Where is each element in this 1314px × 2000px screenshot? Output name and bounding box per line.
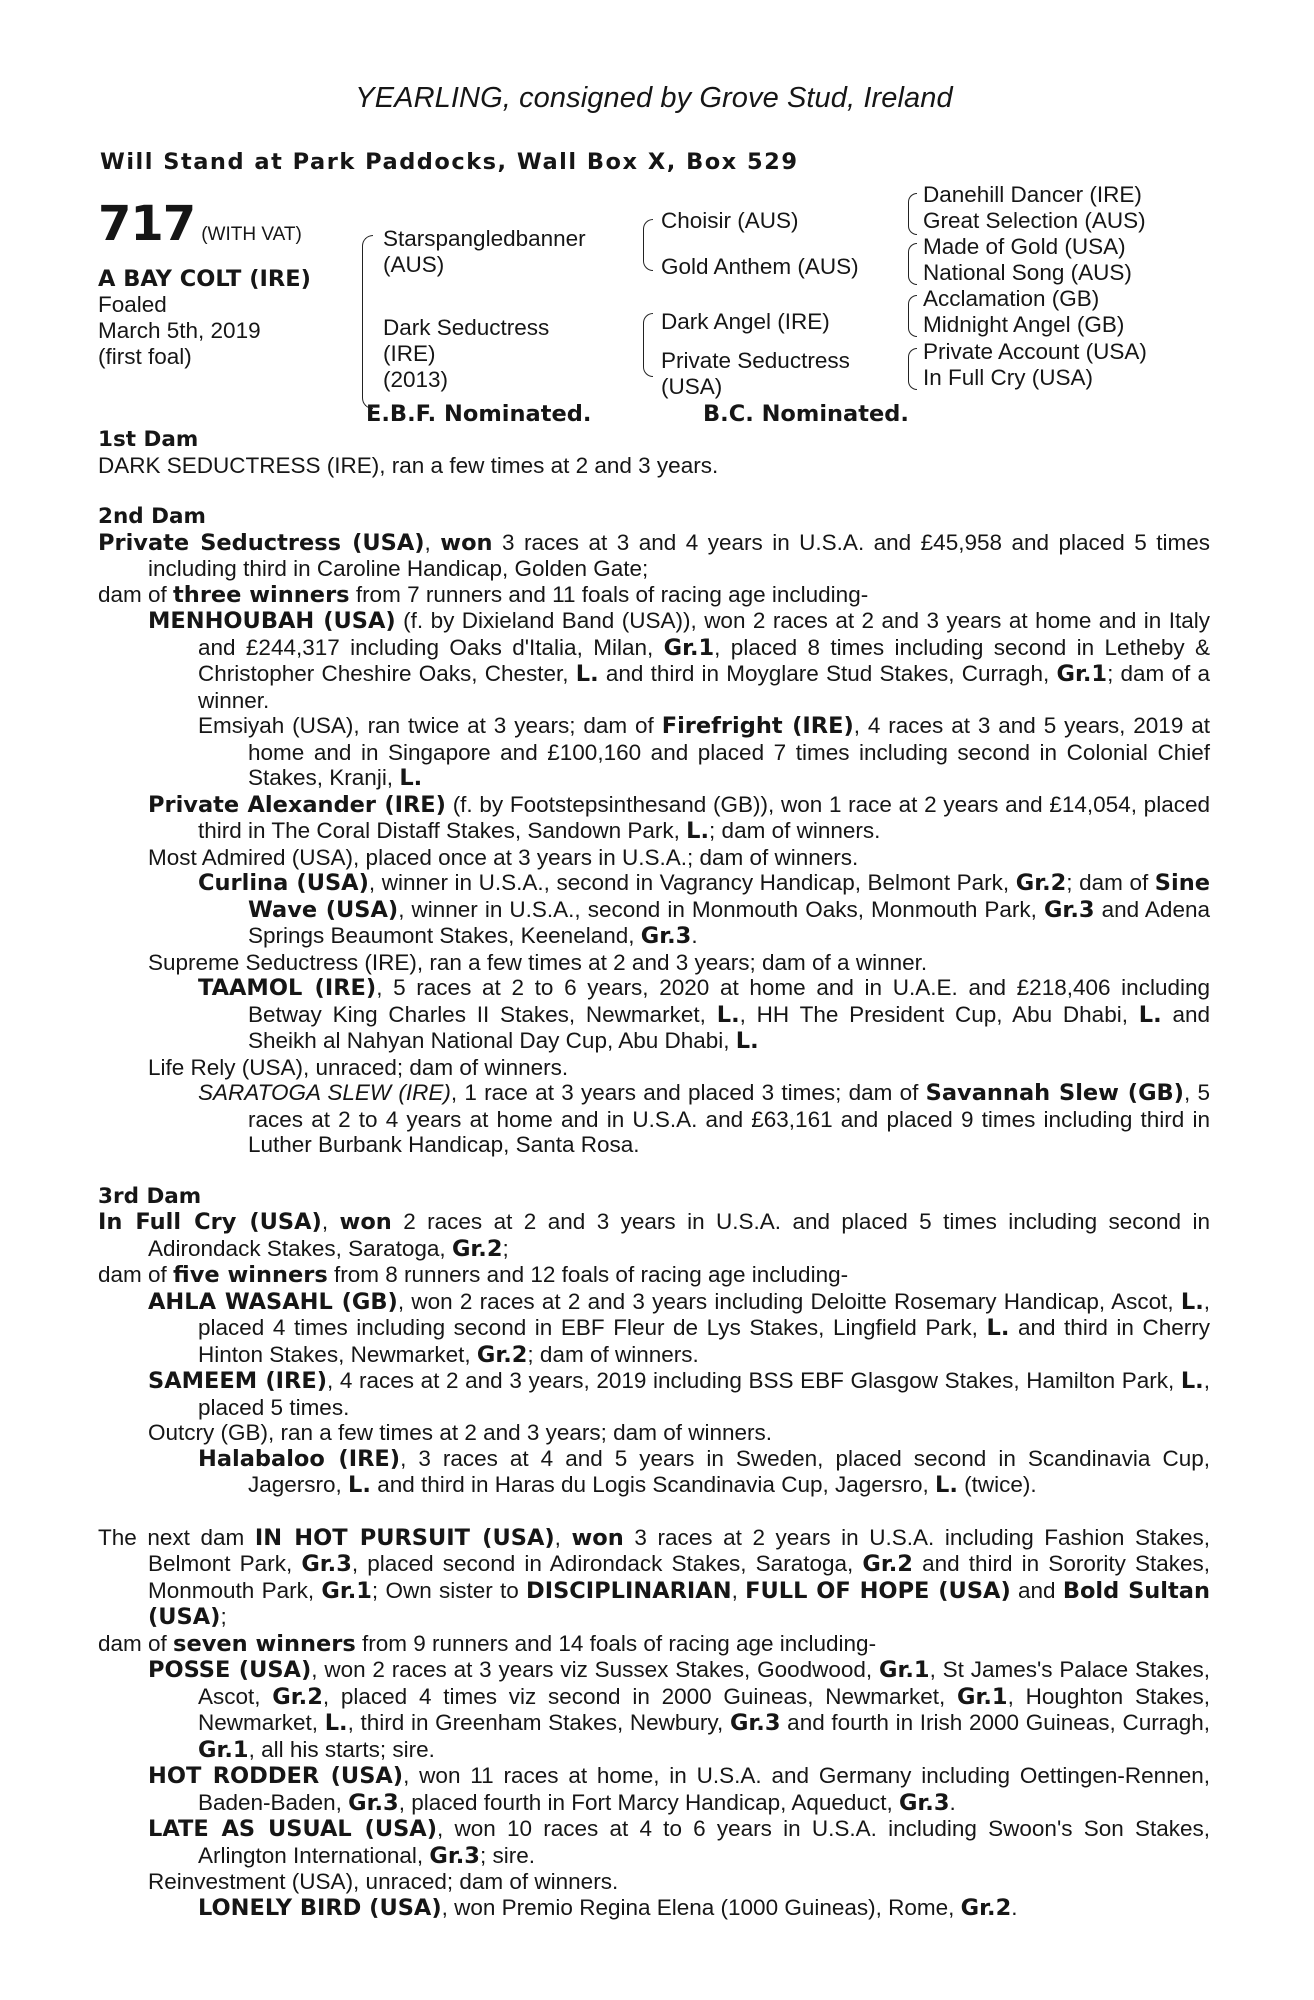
next-dam-para-6: Reinvestment (USA), unraced; dam of winners. — [148, 1869, 619, 1894]
g3-4: National Song (AUS) — [923, 260, 1132, 285]
third-dam-section — [98, 1184, 1210, 1499]
first-foal-note: (first foal) — [98, 344, 192, 369]
g3-2: Great Selection (AUS) — [923, 208, 1146, 233]
second-dam-heading: 2nd Dam — [98, 504, 206, 529]
dam-dam: Private Seductress — [661, 348, 850, 373]
dam3-para-1: In Full Cry (USA), won 2 races at 2 and 3 years in U.S.A. and placed 5 times including second in Adirondack Stakes, Saratoga, Gr.2; — [98, 1209, 1210, 1262]
dam-country: (IRE) — [383, 341, 436, 366]
dam2-para-7: Curlina (USA), winner in U.S.A., second in Vagrancy Handicap, Belmont Park, Gr.2; dam of Sine Wave (USA), winner in U.S.A., second in Monmouth Oaks, Monmouth Park, Gr.3 and Adena Springs Beaumont Stakes, Keeneland, Gr.3. — [198, 870, 1210, 949]
sire-dam: Gold Anthem (AUS) — [661, 254, 859, 279]
ebf-nominated: E.B.F. Nominated. — [366, 401, 592, 427]
spacer — [98, 1499, 1210, 1525]
sire-country: (AUS) — [383, 252, 445, 277]
dam2-para-6: Most Admired (USA), placed once at 3 years in U.S.A.; dam of winners. — [148, 844, 859, 870]
pedigree-brace-main — [362, 235, 373, 409]
g3-3: Made of Gold (USA) — [923, 234, 1126, 259]
pedigree-brace-g3-2 — [908, 243, 917, 285]
dam-dam-country: (USA) — [661, 374, 723, 399]
pedigree-brace-g3-4 — [908, 348, 917, 390]
next-dam-para-5: LATE AS USUAL (USA), won 10 races at 4 to 6 years in U.S.A. including Swoon's Son Stakes, Arlington International, Gr.3; sire. — [148, 1816, 1210, 1869]
pedigree-brace-g3-1 — [908, 193, 917, 235]
pedigree-brace-dam — [643, 313, 653, 377]
dam3-para-6: Halabaloo (IRE), 3 races at 4 and 5 years in Sweden, placed second in Scandinavia Cup, Jagersro, L. and third in Haras du Logis Scandinavia Cup, Jagersro, L. (twice). — [198, 1445, 1210, 1498]
catalogue-page — [98, 82, 1210, 1921]
dam2-para-8: Supreme Seductress (IRE), ran a few times at 2 and 3 years; dam of a winner. — [148, 949, 928, 975]
lot-number: 717 — [98, 196, 196, 252]
dam3-para-2: dam of five winners from 8 runners and 12 foals of racing age including- — [98, 1262, 849, 1288]
third-dam-heading: 3rd Dam — [98, 1183, 202, 1209]
consignment-line: YEARLING, consigned by Grove Stud, Ireland — [355, 82, 953, 114]
first-dam-heading: 1st Dam — [98, 427, 199, 452]
next-dam-section — [98, 1525, 1210, 1922]
stand-location: Will Stand at Park Paddocks, Wall Box X, Box 529 — [100, 149, 799, 175]
pedigree-block — [98, 182, 1210, 483]
dam3-para-5: Outcry (GB), ran a few times at 2 and 3 years; dam of winners. — [148, 1420, 772, 1445]
dam3-para-4: SAMEEM (IRE), 4 races at 2 and 3 years, 2019 including BSS EBF Glasgow Stakes, Hamilton Park, L., placed 5 times. — [148, 1368, 1210, 1420]
lot-description: A BAY COLT (IRE) — [98, 266, 311, 292]
dam2-para-9: TAAMOL (IRE), 5 races at 2 to 6 years, 2020 at home and in U.A.E. and £218,406 including Betway King Charles II Stakes, Newmarket, L., HH The President Cup, Abu Dhabi, L. and Sheikh al Nahyan National Day Cup, Abu Dhabi, L. — [198, 975, 1210, 1054]
dam-year: (2013) — [383, 367, 449, 392]
sire-sire: Choisir (AUS) — [661, 208, 799, 233]
dam2-para-10: Life Rely (USA), unraced; dam of winners. — [148, 1054, 569, 1080]
vat-note: (WITH VAT) — [201, 224, 302, 245]
next-dam-para-3: POSSE (USA), won 2 races at 3 years viz Sussex Stakes, Goodwood, Gr.1, St James's Palace Stakes, Ascot, Gr.2, placed 4 times viz second in 2000 Guineas, Newmarket, Gr.1, Houghton Stakes, Newmarket, L., third in Greenham Stakes, Newbury, Gr.3 and fourth in Irish 2000 Guineas, Curragh, Gr.1, all his starts; sire. — [148, 1657, 1211, 1763]
g3-5: Acclamation (GB) — [923, 286, 1100, 311]
dam2-para-4: Emsiyah (USA), ran twice at 3 years; dam of Firefright (IRE), 4 races at 3 and 5 years, 2019 at home and in Singapore and £100,160 and placed 7 times including second in Colonial Chief Stakes, Kranji, L. — [198, 713, 1210, 791]
g3-6: Midnight Angel (GB) — [923, 312, 1125, 337]
dam-name: Dark Seductress — [383, 315, 550, 340]
dam2-para-11: SARATOGA SLEW (IRE), 1 race at 3 years and placed 3 times; dam of Savannah Slew (GB), 5 races at 2 to 4 years at home and in U.S.A. and £63,161 and placed 9 times including third in Luther Burbank Handicap, Santa Rosa. — [198, 1080, 1210, 1157]
dam-sire: Dark Angel (IRE) — [661, 309, 830, 334]
dam2-para-1: Private Seductress (USA), won 3 races at 3 and 4 years in U.S.A. and £45,958 and placed 5 times including third in Caroline Handicap, Golden Gate; — [98, 529, 1210, 581]
first-dam-text: DARK SEDUCTRESS (IRE), ran a few times at 2 and 3 years. — [98, 452, 719, 478]
bc-nominated: B.C. Nominated. — [703, 401, 909, 427]
next-dam-para-4: HOT RODDER (USA), won 11 races at home, in U.S.A. and Germany including Oettingen-Rennen, Baden-Baden, Gr.3, placed fourth in Fort Marcy Handicap, Aqueduct, Gr.3. — [148, 1763, 1210, 1816]
dam2-para-2: dam of three winners from 7 runners and 11 foals of racing age including- — [98, 581, 869, 608]
next-dam-para-1: The next dam IN HOT PURSUIT (USA), won 3 races at 2 years in U.S.A. including Fashion Stakes, Belmont Park, Gr.3, placed second in Adirondack Stakes, Saratoga, Gr.2 and third in Sorority Stakes, Monmouth Park, Gr.1; Own sister to DISCIPLINARIAN, FULL OF HOPE (USA) and Bold Sultan (USA); — [98, 1524, 1211, 1630]
lot-number-line — [98, 196, 302, 252]
next-dam-para-7: LONELY BIRD (USA), won Premio Regina Elena (1000 Guineas), Rome, Gr.2. — [198, 1894, 1018, 1921]
spacer — [98, 1158, 1210, 1184]
g3-7: Private Account (USA) — [923, 339, 1147, 364]
dam2-para-5: Private Alexander (IRE) (f. by Footstepsinthesand (GB)), won 1 race at 2 years and £14,054, placed third in The Coral Distaff Stakes, Sandown Park, L.; dam of winners. — [148, 791, 1210, 844]
pedigree-brace-sire — [643, 219, 653, 271]
dam3-para-3: AHLA WASAHL (GB), won 2 races at 2 and 3 years including Deloitte Rosemary Handicap, Ascot, L., placed 4 times including second in EBF Fleur de Lys Stakes, Lingfield Park, L. and third in Cherry Hinton Stakes, Newmarket, Gr.2; dam of winners. — [148, 1288, 1211, 1368]
g3-1: Danehill Dancer (IRE) — [923, 182, 1142, 207]
foaled-date: March 5th, 2019 — [98, 318, 261, 343]
dam2-para-3: MENHOUBAH (USA) (f. by Dixieland Band (USA)), won 2 races at 2 and 3 years at home and in Italy and £244,317 including Oaks d'Italia, Milan, Gr.1, placed 8 times including second in Letheby & Christopher Cheshire Oaks, Chester, L. and third in Moyglare Stud Stakes, Curragh, Gr.1; dam of a winner. — [148, 608, 1210, 713]
g3-8: In Full Cry (USA) — [923, 365, 1094, 390]
pedigree-brace-g3-3 — [908, 295, 917, 337]
sire-name: Starspangledbanner — [383, 226, 586, 251]
next-dam-para-2: dam of seven winners from 9 runners and 14 foals of racing age including- — [98, 1630, 877, 1657]
foaled-label: Foaled — [98, 292, 167, 317]
second-dam-section — [98, 504, 1210, 1158]
